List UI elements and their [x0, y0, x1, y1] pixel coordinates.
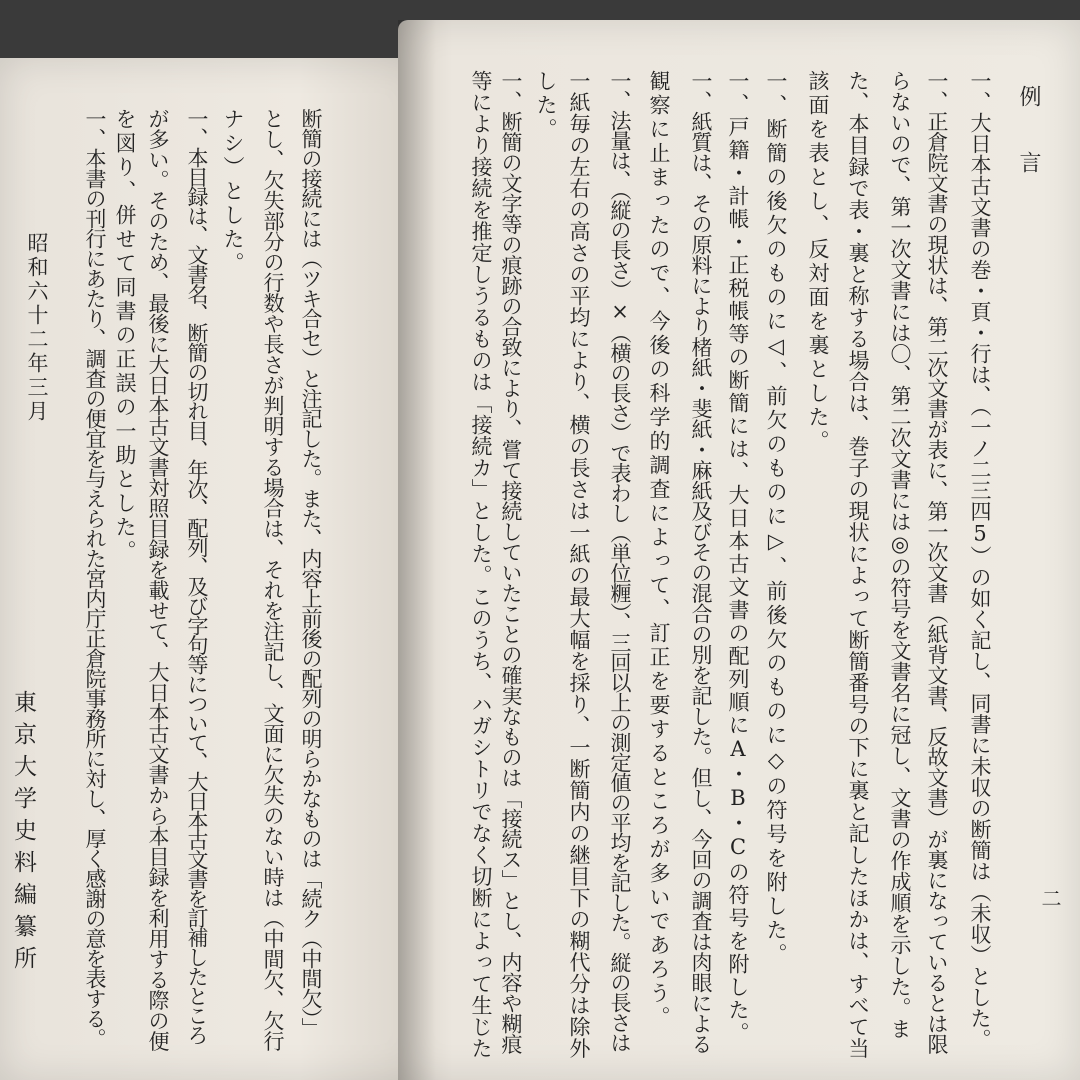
page-heading: 例言: [1016, 85, 1041, 217]
date-line: 昭和六十二年三月: [25, 232, 49, 424]
right-line-13: 一、断簡の文字等の痕跡の合致により、嘗て接続していたことの確実なものは「接続ス」とし、内容や糊痕: [499, 70, 523, 1054]
right-line-2: 一、正倉院文書の現状は、第二次文書が表に、第一次文書（紙背文書、反故文書）が裏になっているとは限: [925, 70, 949, 1054]
left-line-5: が多い。そのため、最後に大日本古文書対照目録を載せて、大日本古文書から本目録を利用する際の便: [146, 108, 170, 1051]
right-line-3: らないので、第一次文書には〇、第二次文書には◎の符号を文書名に冠し、文書の作成順を示した。ま: [888, 70, 912, 1039]
right-line-12: した。: [534, 70, 558, 142]
right-line-1: 一、大日本古文書の巻・頁・行は、（一ノ二三四5）の如く記し、同書に未収の断簡は（未収）とした。: [968, 70, 992, 1050]
left-page: [0, 58, 428, 1080]
page-number: 二: [1038, 888, 1062, 911]
right-line-7: 一、戸籍・計帳・正税帳等の断簡には、大日本古文書の配列順にA・B・Cの符号を附した。: [726, 70, 750, 1045]
left-line-4: 一、本目録は、文書名、断簡の切れ目、年次、配列、及び字句等について、大日本古文書を訂補したところ: [185, 108, 209, 1044]
left-line-1: 断簡の接続には（ツキ合セ）と注記した。また、内容上前後の配列の明らかなものは「続ク（中間欠）」: [299, 108, 323, 1038]
right-line-9: 観察に止まったので、今後の科学的調査によって、訂正を要するところが多いであろう。: [647, 70, 671, 1030]
right-line-14: 等により接続を推定しうるものは「接続カ」とした。このうち、ハガシトリでなく切断によって生じた: [469, 70, 493, 1059]
left-line-7: 一、本書の刊行にあたり、調査の便宜を与えられた宮内庁正倉院事務所に対し、厚く感謝の意を表する。: [83, 108, 107, 1048]
right-line-11: 一紙毎の左右の高さの平均により、横の長さは一紙の最大幅を採り、一断簡内の継目下の糊代分は除外: [567, 70, 591, 1059]
right-line-5: 該面を表とし、反対面を裏とした。: [806, 70, 830, 454]
left-line-6: を図り、併せて同書の正誤の一助とした。: [113, 108, 137, 564]
publisher-name: 東京大学史料編纂所: [10, 690, 36, 978]
left-line-3: ナシ）とした。: [221, 108, 245, 276]
right-line-6: 一、断簡の後欠のものに◁、前欠のものに▷、前後欠のものに◇の符号を附した。: [764, 70, 788, 967]
right-line-4: た、本目録で表・裏と称する場合は、巻子の現状によって断簡番号の下に裏と記したほかは、すべて当: [846, 70, 870, 1059]
left-line-2: とし、欠失部分の行数や長さが判明する場合は、それを注記し、文面に欠失のない時は（中間欠、欠行: [261, 108, 285, 1051]
right-line-10: 一、法量は、（縦の長さ）×（横の長さ）で表わし（単位糎）、三回以上の測定値の平均を記した。縦の長さは: [608, 70, 632, 1052]
right-line-8: 一、紙質は、その原料により楮紙・斐紙・麻紙及びその混合の別を記した。但し、今回の調査は肉眼による: [689, 70, 713, 1054]
